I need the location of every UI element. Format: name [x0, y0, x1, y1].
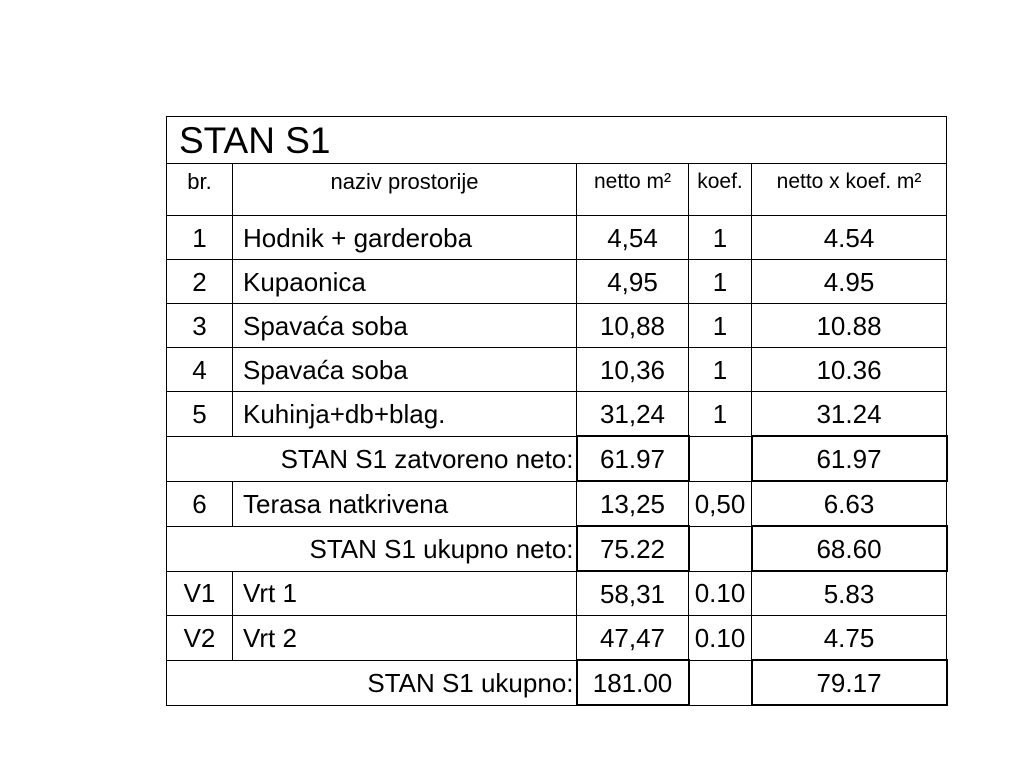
table-row	[167, 304, 947, 348]
table-row	[167, 348, 947, 392]
subtotal-closed-net: 61.97	[577, 436, 689, 481]
room-number: 4	[167, 348, 233, 392]
header-br: br.	[167, 164, 233, 216]
table-row	[167, 216, 947, 260]
room-name: Terasa natkrivena	[233, 481, 577, 526]
table-row	[167, 481, 947, 526]
room-number: 5	[167, 392, 233, 437]
room-name: Spavaća soba	[233, 304, 577, 348]
room-coefficient: 1	[689, 348, 752, 392]
header-net-koef: netto x koef. m²	[752, 164, 947, 216]
table-row	[167, 260, 947, 304]
subtotal-net-net: 75.22	[577, 526, 689, 571]
header-row	[167, 164, 947, 216]
room-net-area: 13,25	[577, 481, 689, 526]
total-net: 181.00	[577, 660, 689, 705]
subtotal-closed-row	[167, 436, 947, 481]
room-name: Kupaonica	[233, 260, 577, 304]
room-coefficient: 1	[689, 260, 752, 304]
total-row	[167, 660, 947, 705]
room-name: Vrt 1	[233, 571, 577, 616]
room-coefficient: 0.10	[689, 571, 752, 616]
subtotal-net-koef	[689, 526, 752, 571]
subtotal-closed-label: STAN S1 zatvoreno neto:	[167, 436, 577, 481]
room-weighted-area: 31.24	[752, 392, 947, 437]
room-coefficient: 0,50	[689, 481, 752, 526]
room-number: 6	[167, 481, 233, 526]
room-net-area: 10,88	[577, 304, 689, 348]
room-coefficient: 1	[689, 392, 752, 437]
room-coefficient: 1	[689, 304, 752, 348]
table-row	[167, 571, 947, 616]
room-net-area: 10,36	[577, 348, 689, 392]
table-row	[167, 616, 947, 661]
subtotal-closed-koef	[689, 436, 752, 481]
room-number: V2	[167, 616, 233, 661]
room-weighted-area: 10.36	[752, 348, 947, 392]
subtotal-net-row	[167, 526, 947, 571]
room-net-area: 4,95	[577, 260, 689, 304]
room-weighted-area: 4.95	[752, 260, 947, 304]
room-number: 2	[167, 260, 233, 304]
room-number: V1	[167, 571, 233, 616]
room-name: Kuhinja+db+blag.	[233, 392, 577, 437]
table-title: STAN S1	[167, 117, 947, 164]
room-name: Hodnik + garderoba	[233, 216, 577, 260]
room-number: 3	[167, 304, 233, 348]
header-net: netto m²	[577, 164, 689, 216]
subtotal-net-label: STAN S1 ukupno neto:	[167, 526, 577, 571]
room-weighted-area: 5.83	[752, 571, 947, 616]
room-coefficient: 0.10	[689, 616, 752, 661]
room-net-area: 31,24	[577, 392, 689, 437]
room-weighted-area: 10.88	[752, 304, 947, 348]
room-coefficient: 1	[689, 216, 752, 260]
room-weighted-area: 4.54	[752, 216, 947, 260]
total-weighted: 79.17	[752, 660, 947, 705]
room-net-area: 58,31	[577, 571, 689, 616]
room-name: Vrt 2	[233, 616, 577, 661]
room-number: 1	[167, 216, 233, 260]
header-name: naziv prostorije	[233, 164, 577, 216]
total-koef	[689, 660, 752, 705]
room-name: Spavaća soba	[233, 348, 577, 392]
room-net-area: 47,47	[577, 616, 689, 661]
room-area-table	[166, 116, 948, 706]
subtotal-net-weighted: 68.60	[752, 526, 947, 571]
table-row	[167, 392, 947, 437]
title-row	[167, 117, 947, 164]
header-koef: koef.	[689, 164, 752, 216]
subtotal-closed-weighted: 61.97	[752, 436, 947, 481]
room-net-area: 4,54	[577, 216, 689, 260]
total-label: STAN S1 ukupno:	[167, 660, 577, 705]
room-weighted-area: 6.63	[752, 481, 947, 526]
room-weighted-area: 4.75	[752, 616, 947, 661]
